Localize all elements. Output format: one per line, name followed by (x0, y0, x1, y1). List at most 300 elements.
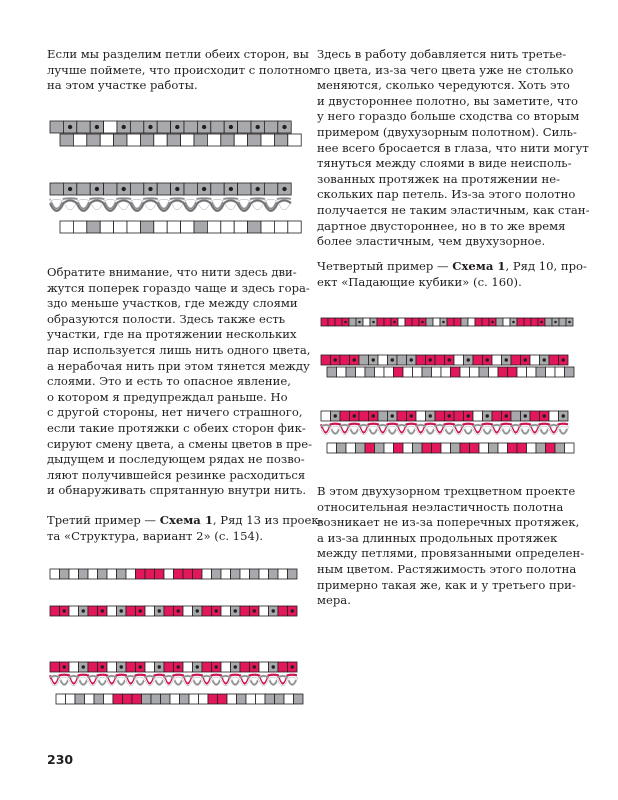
purl-dot (393, 321, 396, 324)
stitch-cell (403, 443, 413, 453)
stitch-cell (107, 569, 117, 579)
stitch-cell (194, 134, 207, 146)
stitch-cell (250, 569, 260, 579)
stitch-cell (184, 121, 197, 133)
stitch-cell (508, 367, 518, 377)
stitch-cell (294, 694, 304, 704)
purl-dot (139, 665, 142, 668)
stitch-cell (194, 221, 207, 233)
stitch-cell (454, 411, 464, 421)
purl-dot (512, 321, 515, 324)
stitch-cell (157, 183, 170, 195)
stitch-cell (422, 367, 432, 377)
stitch-cell (114, 134, 127, 146)
purl-dot (68, 187, 72, 191)
stitch-cell (208, 694, 218, 704)
stitch-cell (221, 569, 231, 579)
stitch-cell (154, 134, 167, 146)
stitch-cell (56, 694, 66, 704)
stitch-cell (278, 662, 288, 672)
figure-1-knitting-chart (44, 117, 294, 237)
stitch-cell (454, 355, 464, 365)
stitch-cell (274, 134, 287, 146)
purl-dot (543, 414, 546, 417)
purl-dot (282, 125, 286, 129)
stitch-cell (441, 443, 451, 453)
stitch-cell (346, 367, 356, 377)
stitch-cell (189, 694, 199, 704)
stitch-cell (170, 694, 180, 704)
stitch-cell (212, 569, 222, 579)
purl-dot (467, 414, 470, 417)
stitch-cell (87, 134, 100, 146)
purl-dot (158, 665, 161, 668)
purl-dot (372, 358, 375, 361)
stitch-cell (397, 411, 407, 421)
stitch-cell (240, 569, 250, 579)
stitch-cell (50, 121, 63, 133)
purl-dot (429, 358, 432, 361)
stitch-cell (482, 318, 489, 326)
stitch-cell (240, 606, 250, 616)
fig4-row (321, 318, 573, 326)
stitch-cell (435, 411, 445, 421)
stitch-cell (365, 367, 375, 377)
stitch-cell (447, 318, 454, 326)
stitch-cell (130, 183, 143, 195)
purl-dot (68, 125, 72, 129)
purl-dot (410, 414, 413, 417)
stitch-cell (261, 221, 274, 233)
stitch-cell (365, 443, 375, 453)
stitch-cell (498, 443, 508, 453)
stitch-cell (136, 569, 146, 579)
stitch-cell (416, 411, 426, 421)
fig1-strands (50, 198, 291, 211)
stitch-cell (98, 569, 108, 579)
stitch-cell (183, 569, 193, 579)
purl-dot (234, 665, 237, 668)
fig4-row-bottom (327, 367, 574, 377)
stitch-cell (546, 443, 556, 453)
stitch-cell (167, 134, 180, 146)
purl-dot (505, 358, 508, 361)
stitch-cell (454, 318, 461, 326)
purl-dot (82, 609, 85, 612)
stitch-cell (527, 443, 537, 453)
stitch-cell (231, 569, 241, 579)
stitch-cell (356, 443, 366, 453)
stitch-cell (288, 134, 301, 146)
purl-dot (175, 187, 179, 191)
purl-dot (253, 665, 256, 668)
stitch-cell (75, 694, 85, 704)
fig1-stitched-top (50, 183, 291, 195)
stitch-cell (278, 569, 288, 579)
col1-paragraph-1: Если мы разделим петли обеих сторон, вы лучше поймете, что происходит с полотном на этом участке работы. (47, 47, 319, 93)
purl-dot (291, 609, 294, 612)
stitch-cell (123, 694, 133, 704)
purl-dot (562, 414, 565, 417)
stitch-cell (426, 318, 433, 326)
stitch-cell (107, 606, 117, 616)
stitch-cell (155, 569, 165, 579)
stitch-cell (73, 221, 86, 233)
stitch-cell (117, 569, 127, 579)
stitch-cell (403, 367, 413, 377)
stitch-cell (377, 318, 384, 326)
stitch-cell (496, 318, 503, 326)
stitch-cell (193, 569, 203, 579)
stitch-cell (278, 606, 288, 616)
purl-dot (448, 414, 451, 417)
stitch-cell (104, 183, 117, 195)
stitch-cell (181, 221, 194, 233)
stitch-cell (451, 443, 461, 453)
stitch-cell (460, 443, 470, 453)
purl-dot (486, 414, 489, 417)
col2-paragraph-3: В этом двухузорном трехцветном проекте относительная неэластичность полотна возникает не из-за поперечных протяжек, а из-за длинных продольных протяжек между петлями, провязанными определен- ным цветом. Растяжимость этого полотна примерно такая же, как и у третьего при- мера. (317, 484, 585, 608)
stitch-cell (127, 134, 140, 146)
stitch-cell (238, 121, 251, 133)
stitch-cell (441, 367, 451, 377)
stitch-cell (359, 355, 369, 365)
stitch-cell (531, 318, 538, 326)
stitch-cell (413, 367, 423, 377)
stitch-cell (265, 694, 275, 704)
stitch-cell (73, 134, 86, 146)
stitch-cell (259, 569, 269, 579)
stitch-cell (113, 694, 123, 704)
stitch-cell (328, 318, 335, 326)
purl-dot (256, 187, 260, 191)
stitch-cell (164, 606, 174, 616)
stitch-cell (79, 569, 89, 579)
stitch-cell (327, 367, 337, 377)
stitch-cell (140, 221, 153, 233)
stitch-cell (202, 606, 212, 616)
stitch-cell (87, 221, 100, 233)
stitch-cell (460, 367, 470, 377)
stitch-cell (555, 443, 565, 453)
caption-example-3 (47, 513, 323, 544)
stitch-cell (461, 318, 468, 326)
stitch-cell (126, 662, 136, 672)
purl-dot (175, 125, 179, 129)
stitch-cell (475, 318, 482, 326)
fig3-stitched-top (50, 662, 297, 672)
stitch-cell (435, 355, 445, 365)
purl-dot (353, 414, 356, 417)
stitch-cell (50, 606, 60, 616)
stitch-cell (164, 569, 174, 579)
fig4-row-top (321, 355, 568, 365)
stitch-cell (416, 355, 426, 365)
stitch-cell (167, 221, 180, 233)
purl-dot (391, 358, 394, 361)
stitch-cell (422, 443, 432, 453)
stitch-cell (378, 411, 388, 421)
fig4-stitched-bottom (327, 443, 574, 453)
stitch-cell (470, 443, 480, 453)
purl-dot (491, 321, 494, 324)
stitch-cell (77, 183, 90, 195)
purl-dot (291, 665, 294, 668)
purl-dot (148, 187, 152, 191)
stitch-cell (356, 367, 366, 377)
purl-dot (272, 665, 275, 668)
stitch-cell (555, 367, 565, 377)
stitch-cell (246, 694, 256, 704)
stitch-cell (565, 367, 575, 377)
fig4-stitched-top (321, 411, 568, 421)
stitch-cell (184, 183, 197, 195)
stitch-cell (384, 443, 394, 453)
purl-dot (524, 414, 527, 417)
caption-3-prefix: Третий пример — (47, 513, 160, 527)
purl-dot (122, 125, 126, 129)
stitch-cell (321, 318, 328, 326)
stitch-cell (536, 443, 546, 453)
stitch-cell (142, 694, 152, 704)
stitch-cell (288, 569, 298, 579)
stitch-cell (479, 367, 489, 377)
caption-4-suffix: , Ряд 10, про- ект «Падающие кубики» (с. 160). (317, 259, 587, 289)
stitch-cell (207, 221, 220, 233)
stitch-cell (473, 355, 483, 365)
stitch-cell (337, 443, 347, 453)
stitch-cell (85, 694, 95, 704)
stitch-cell (433, 318, 440, 326)
stitch-cell (157, 121, 170, 133)
page-number: 230 (47, 752, 74, 767)
purl-dot (120, 609, 123, 612)
purl-dot (234, 609, 237, 612)
stitch-cell (60, 221, 73, 233)
stitch-cell (221, 606, 231, 616)
stitch-cell (77, 121, 90, 133)
purl-dot (101, 665, 104, 668)
purl-dot (282, 187, 286, 191)
stitch-cell (321, 411, 331, 421)
stitch-cell (479, 443, 489, 453)
purl-dot (196, 665, 199, 668)
stitch-cell (340, 411, 350, 421)
stitch-cell (412, 318, 419, 326)
stitch-cell (274, 221, 287, 233)
stitch-cell (359, 411, 369, 421)
stitch-cell (221, 134, 234, 146)
purl-dot (540, 321, 543, 324)
stitch-cell (503, 318, 510, 326)
stitch-cell (140, 134, 153, 146)
purl-dot (215, 665, 218, 668)
fig1-row-top (50, 121, 291, 133)
stitch-cell (221, 221, 234, 233)
stitch-cell (363, 318, 370, 326)
stitch-cell (565, 443, 575, 453)
purl-dot (568, 321, 571, 324)
stitch-cell (451, 367, 461, 377)
purl-dot (63, 609, 66, 612)
stitch-cell (549, 411, 559, 421)
stitch-cell (248, 134, 261, 146)
stitch-cell (218, 694, 228, 704)
purl-dot (95, 187, 99, 191)
stitch-cell (375, 367, 385, 377)
stitch-cell (545, 318, 552, 326)
stitch-cell (69, 662, 79, 672)
stitch-cell (211, 183, 224, 195)
stitch-cell (104, 121, 117, 133)
stitch-cell (527, 367, 537, 377)
fig1-stitched-bottom (60, 221, 301, 233)
fig3-row-top (50, 606, 297, 616)
stitch-cell (145, 662, 155, 672)
purl-dot (554, 321, 557, 324)
stitch-cell (154, 221, 167, 233)
stitch-cell (145, 569, 155, 579)
stitch-cell (349, 318, 356, 326)
stitch-cell (107, 662, 117, 672)
purl-dot (421, 321, 424, 324)
purl-dot (467, 358, 470, 361)
stitch-cell (405, 318, 412, 326)
purl-dot (82, 665, 85, 668)
purl-dot (505, 414, 508, 417)
caption-3-suffix: , Ряд 13 из проек- та «Структура, вариант 2» (с. 154). (47, 513, 323, 543)
fig4-strands (321, 424, 568, 435)
stitch-cell (94, 694, 104, 704)
stitch-cell (261, 134, 274, 146)
purl-dot (344, 321, 347, 324)
stitch-cell (240, 662, 250, 672)
stitch-cell (384, 318, 391, 326)
stitch-cell (321, 355, 331, 365)
stitch-cell (161, 694, 171, 704)
purl-dot (524, 358, 527, 361)
stitch-cell (559, 318, 566, 326)
stitch-cell (498, 367, 508, 377)
stitch-cell (183, 662, 193, 672)
stitch-cell (340, 355, 350, 365)
stitch-cell (237, 694, 247, 704)
col1-paragraph-2: Обратите внимание, что нити здесь дви- жутся поперек гораздо чаще и здесь гора- здо меньше участков, где между слоями образуются полости. Здесь также есть участки, где на протяжении нескольких пар используется лишь нить одного цвета, а нерабочая нить при этом тянется между слоями. Это и есть то опасное явление, о котором я предупреждал раньше. Но с другой стороны, нет ничего страшного, если такие протяжки с обеих сторон фик- сируют смену цвета, а смены цветов в пре- дыдущем и последующем рядах не позво- ляют получившейся резинке расходиться и обнаруживать спрятанную внутри нить. (47, 265, 313, 498)
stitch-cell (151, 694, 161, 704)
stitch-cell (50, 569, 60, 579)
caption-4-bold: Схема 1 (452, 259, 506, 273)
stitch-cell (511, 355, 521, 365)
purl-dot (177, 665, 180, 668)
stitch-cell (489, 443, 499, 453)
purl-dot (353, 358, 356, 361)
purl-dot (148, 125, 152, 129)
fig3-strands (50, 675, 297, 686)
stitch-cell (264, 183, 277, 195)
purl-dot (410, 358, 413, 361)
stitch-cell (468, 318, 475, 326)
caption-example-4 (317, 259, 587, 290)
purl-dot (215, 609, 218, 612)
stitch-cell (394, 443, 404, 453)
purl-dot (372, 321, 375, 324)
fig1-row-bottom (60, 134, 301, 146)
stitch-cell (284, 694, 294, 704)
fig3-stitched-bottom (56, 694, 303, 704)
purl-dot (372, 414, 375, 417)
purl-dot (429, 414, 432, 417)
stitch-cell (227, 694, 237, 704)
purl-dot (101, 609, 104, 612)
stitch-cell (511, 411, 521, 421)
stitch-cell (66, 694, 76, 704)
stitch-cell (269, 569, 279, 579)
purl-dot (120, 665, 123, 668)
purl-dot (334, 358, 337, 361)
purl-dot (139, 609, 142, 612)
stitch-cell (432, 367, 442, 377)
stitch-cell (327, 443, 337, 453)
stitch-cell (517, 443, 527, 453)
stitch-cell (69, 569, 79, 579)
stitch-cell (536, 367, 546, 377)
stitch-cell (202, 569, 212, 579)
purl-dot (202, 125, 206, 129)
stitch-cell (199, 694, 209, 704)
stitch-cell (275, 694, 285, 704)
stitch-cell (259, 606, 269, 616)
fig3-row (50, 569, 297, 579)
stitch-cell (256, 694, 266, 704)
stitch-cell (517, 318, 524, 326)
stitch-cell (104, 694, 114, 704)
stitch-cell (470, 367, 480, 377)
stitch-cell (489, 367, 499, 377)
purl-dot (543, 358, 546, 361)
stitch-cell (126, 569, 136, 579)
stitch-cell (508, 443, 518, 453)
purl-dot (202, 187, 206, 191)
caption-4-prefix: Четвертый пример — (317, 259, 453, 273)
figure-3-knitting-chart (44, 564, 309, 714)
stitch-cell (183, 606, 193, 616)
stitch-cell (248, 221, 261, 233)
stitch-cell (524, 318, 531, 326)
purl-dot (95, 125, 99, 129)
purl-dot (229, 125, 233, 129)
stitch-cell (378, 355, 388, 365)
stitch-cell (181, 134, 194, 146)
stitch-cell (69, 606, 79, 616)
stitch-cell (207, 134, 220, 146)
stitch-cell (211, 121, 224, 133)
stitch-cell (88, 662, 98, 672)
stitch-cell (100, 221, 113, 233)
col2-paragraph-1: Здесь в работу добавляется нить третье- го цвета, из-за чего цвета уже не столько меняются, сколько чередуются. Хоть это и двустороннее полотно, вы заметите, что у него гораздо больше сходства со вторым примером (двухузорным полотном). Силь- нее всего бросается в глаза, что нити могут тянуться между слоями в виде неисполь- зованных протяжек на протяжении не- скольких пар петель. Из-за этого полотно получается не таким эластичным, как стан- дартное двустороннее, но в то же время более эластичным, чем двухузорное. (317, 47, 590, 249)
stitch-cell (549, 355, 559, 365)
stitch-cell (202, 662, 212, 672)
stitch-cell (394, 367, 404, 377)
stitch-cell (50, 183, 63, 195)
stitch-cell (88, 569, 98, 579)
stitch-cell (492, 355, 502, 365)
stitch-cell (145, 606, 155, 616)
stitch-cell (413, 443, 423, 453)
stitch-cell (238, 183, 251, 195)
purl-dot (256, 125, 260, 129)
purl-dot (229, 187, 233, 191)
stitch-cell (221, 662, 231, 672)
